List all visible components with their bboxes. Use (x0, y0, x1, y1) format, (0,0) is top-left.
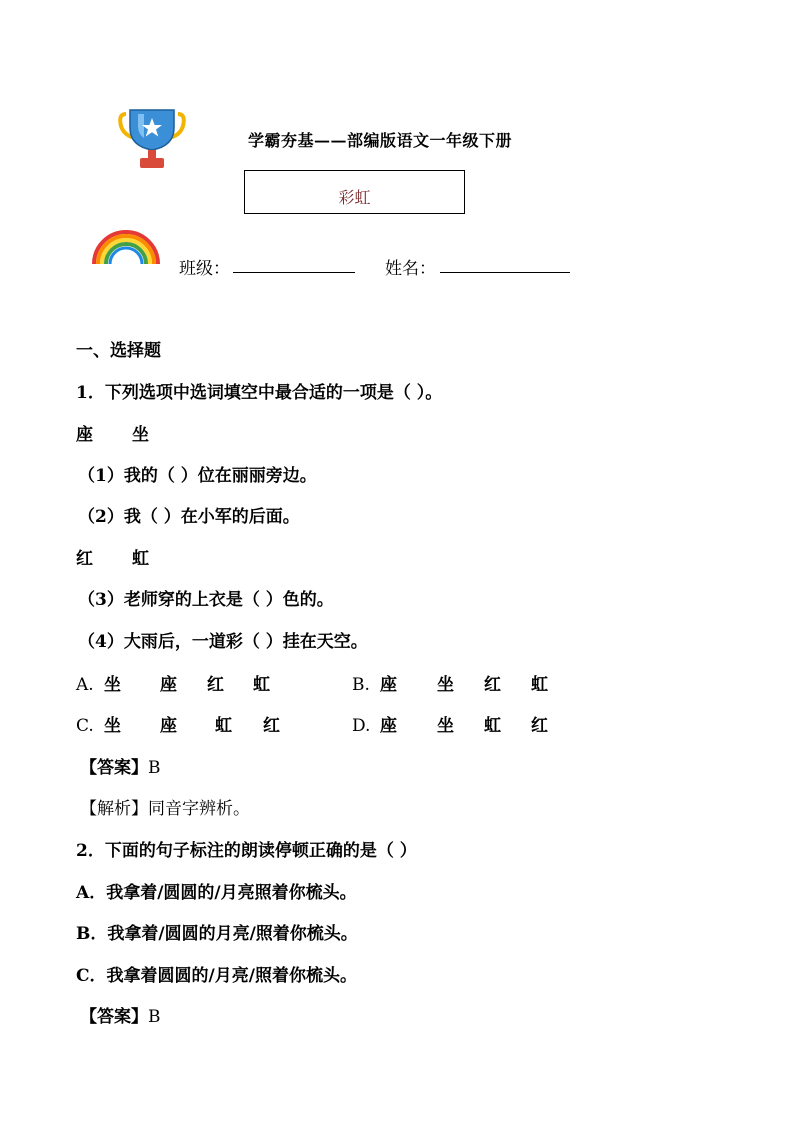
q1-stem: 1．下列选项中选词填空中最合适的一项是（ ）。 (76, 383, 443, 403)
answer-value: B (148, 1007, 161, 1027)
word: 虹 (531, 675, 548, 695)
q1-option-b[interactable] (352, 670, 548, 695)
q2-option-b[interactable]: B．我拿着/圆圆的月亮/照着你梳头。 (76, 924, 358, 944)
q1-option-a[interactable] (76, 670, 270, 695)
name-label: 姓名： (385, 259, 436, 279)
q1-answer (80, 753, 161, 778)
q1-word-group-1 (76, 420, 149, 445)
answer-label: 【答案】 (80, 1007, 148, 1027)
word: 红 (263, 716, 280, 736)
q1-sentence-1: （1）我的（ ）位在丽丽旁边。 (78, 466, 317, 486)
q1-option-d[interactable] (352, 711, 548, 736)
option-letter: C. (76, 716, 94, 736)
word: 坐 (104, 716, 121, 736)
word: 虹 (215, 716, 232, 736)
name-input-line[interactable] (440, 271, 570, 273)
q2-answer (80, 1002, 161, 1027)
q1-sentence-3: （3）老师穿的上衣是（ ）色的。 (78, 590, 334, 610)
word: 坐 (437, 716, 454, 736)
option-letter: B. (352, 675, 370, 695)
class-input-line[interactable] (233, 271, 355, 273)
option-letter: A. (76, 675, 94, 695)
document-title: 学霸夯基——部编版语文一年级下册 (248, 131, 513, 150)
q1-option-c[interactable] (76, 711, 280, 736)
word: 虹 (132, 549, 149, 569)
q2-option-c[interactable]: C．我拿着圆圆的/月亮/照着你梳头。 (76, 966, 357, 986)
word: 坐 (104, 675, 121, 695)
answer-label: 【答案】 (80, 758, 148, 778)
word: 虹 (484, 716, 501, 736)
section-heading: 一、选择题 (76, 341, 161, 361)
q2-option-a[interactable]: A．我拿着/圆圆的/月亮照着你梳头。 (76, 883, 357, 903)
word: 座 (380, 716, 397, 736)
word: 红 (207, 675, 224, 695)
analysis-label: 【解析】 (80, 799, 148, 819)
q1-sentence-2: （2）我（ ）在小军的后面。 (78, 507, 300, 527)
q2-stem: 2．下面的句子标注的朗读停顿正确的是（ ） (76, 841, 417, 861)
word: 坐 (132, 425, 149, 445)
option-letter: D. (352, 716, 371, 736)
rainbow-icon (90, 226, 162, 266)
word: 坐 (437, 675, 454, 695)
word: 座 (76, 425, 93, 445)
lesson-title: 彩虹 (338, 188, 371, 207)
lesson-title-box (244, 170, 465, 214)
word: 红 (484, 675, 501, 695)
word: 红 (76, 549, 93, 569)
word: 座 (160, 675, 177, 695)
trophy-icon (118, 108, 186, 170)
word: 座 (160, 716, 177, 736)
analysis-text: 同音字辨析。 (148, 799, 250, 819)
word: 红 (531, 716, 548, 736)
q1-analysis (80, 794, 250, 819)
word: 座 (380, 675, 397, 695)
answer-value: B (148, 758, 161, 778)
q1-word-group-2 (76, 544, 149, 569)
class-label: 班级： (179, 259, 230, 279)
q1-sentence-4: （4）大雨后，一道彩（ ）挂在天空。 (78, 632, 368, 652)
word: 虹 (253, 675, 270, 695)
